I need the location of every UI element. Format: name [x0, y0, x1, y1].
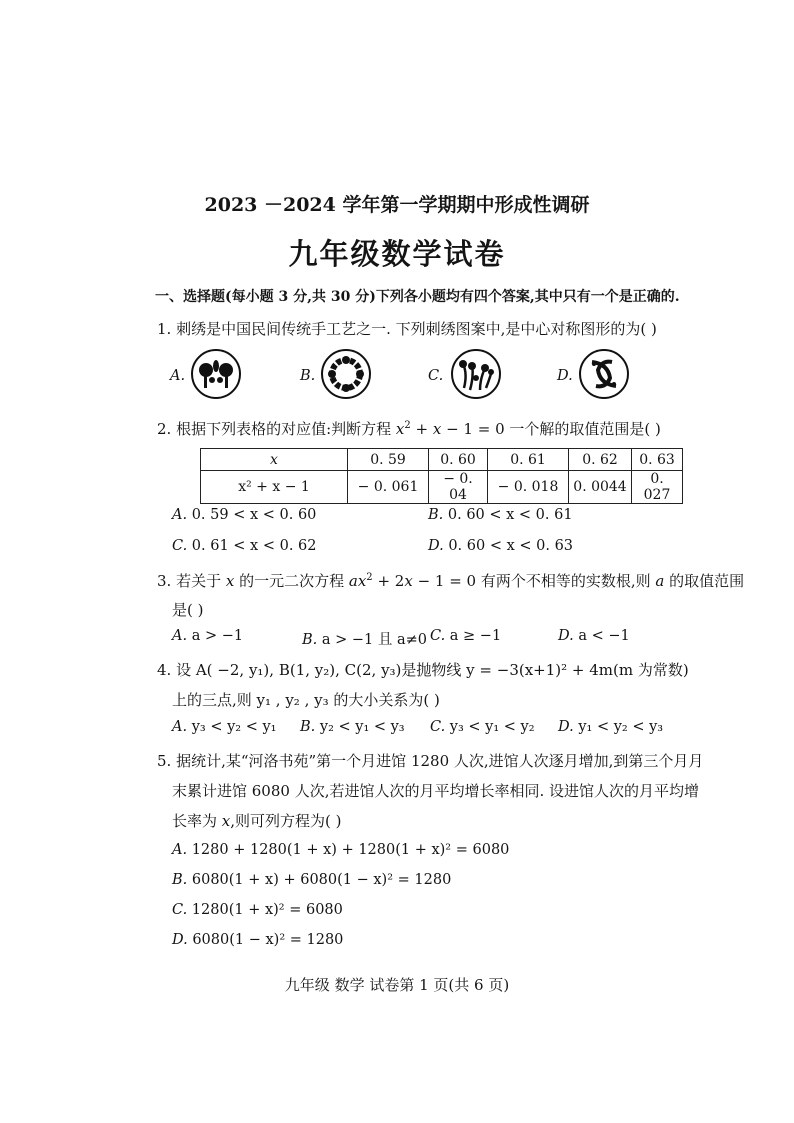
- q1-option-a-label: A.: [170, 368, 186, 384]
- q2-option-d[interactable]: D. 0. 60 < x < 0. 63: [428, 538, 574, 554]
- table-cell: − 0. 061: [348, 471, 429, 504]
- table-cell: x² + x − 1: [201, 471, 348, 504]
- q2-equation: $x^2 + x - 1 = 0$: [395, 420, 505, 438]
- exam-title: 2023 －2024 学年第一学期期中形成性调研: [204, 194, 590, 216]
- table-cell: 0. 59: [348, 449, 429, 471]
- question-1-text: 1. 刺绣是中国民间传统手工艺之一. 下列刺绣图案中,是中心对称图形的为( ): [157, 320, 657, 338]
- section-heading: 一、选择题(每小题 3 分,共 30 分)下列各小题均有四个答案,其中只有一个是正确的.: [155, 289, 680, 305]
- q3-equation: $ax^2 + 2x - 1 = 0$: [348, 572, 477, 590]
- koi-fish-embroidery-icon: [578, 348, 630, 400]
- question-5-line-1: 5. 据统计,某“河洛书苑”第一个月进馆 1280 人次,进馆人次逐月增加,到第三个月月: [157, 752, 704, 770]
- table-cell: − 0. 04: [429, 471, 488, 504]
- question-5-line-3: 长率为 x,则可列方程为( ): [172, 812, 342, 830]
- table-cell: 0. 61: [488, 449, 569, 471]
- question-2-text: 2. 根据下列表格的对应值:判断方程 $x^2 + x - 1 = 0$ 一个解的取值范围是( ): [157, 420, 661, 438]
- q1-option-d-label: D.: [557, 368, 573, 384]
- q5-option-b[interactable]: B. 6080(1 + x) + 6080(1 − x)² = 1280: [172, 872, 452, 888]
- question-3-line-2: 是( ): [172, 601, 204, 619]
- table-cell: x: [201, 449, 348, 471]
- table-cell: 0. 027: [632, 471, 683, 504]
- table-cell: 0. 60: [429, 449, 488, 471]
- flower-wreath-embroidery-icon: [320, 348, 372, 400]
- table-row: [201, 449, 683, 471]
- q4-option-d[interactable]: D. y₁ < y₂ < y₃: [558, 719, 664, 735]
- question-3-line-1: 3. 若关于 x 的一元二次方程 $ax^2 + 2x - 1 = 0$ 有两个不相等的实数根,则 a 的取值范围: [157, 572, 745, 590]
- q5-option-c[interactable]: C. 1280(1 + x)² = 6080: [172, 902, 343, 918]
- table-row: [201, 471, 683, 504]
- table-cell: 0. 62: [569, 449, 632, 471]
- question-5-line-2: 末累计进馆 6080 人次,若进馆人次的月平均增长率相同. 设进馆人次的月平均增: [172, 782, 700, 800]
- table-cell: − 0. 018: [488, 471, 569, 504]
- q4-option-a[interactable]: A. y₃ < y₂ < y₁: [172, 719, 277, 735]
- butterfly-flowers-embroidery-icon: [190, 348, 242, 400]
- q3-option-c[interactable]: C. a ≥ −1: [430, 628, 502, 644]
- q3-option-a[interactable]: A. a > −1: [172, 628, 244, 644]
- q4-option-c[interactable]: C. y₃ < y₁ < y₂: [430, 719, 535, 735]
- question-4-line-2: 上的三点,则 y₁ , y₂ , y₃ 的大小关系为( ): [172, 691, 440, 709]
- q5-option-a[interactable]: A. 1280 + 1280(1 + x) + 1280(1 + x)² = 6080: [172, 842, 510, 858]
- q4-option-b[interactable]: B. y₂ < y₁ < y₃: [300, 719, 405, 735]
- q2-option-c[interactable]: C. 0. 61 < x < 0. 62: [172, 538, 317, 554]
- q3-option-d[interactable]: D. a < −1: [558, 628, 630, 644]
- table-cell: 0. 63: [632, 449, 683, 471]
- q2-option-b[interactable]: B. 0. 60 < x < 0. 61: [428, 507, 573, 523]
- question-4-line-1: 4. 设 A( −2, y₁), B(1, y₂), C(2, y₃)是抛物线 y = −3(x+1)² + 4m(m 为常数): [157, 661, 689, 679]
- q5-option-d[interactable]: D. 6080(1 − x)² = 1280: [172, 932, 344, 948]
- page-footer: 九年级 数学 试卷第 1 页(共 6 页): [284, 976, 510, 994]
- q1-option-c-label: C.: [428, 368, 444, 384]
- q1-option-b-label: B.: [300, 368, 316, 384]
- plant-embroidery-icon: [450, 348, 502, 400]
- q2-option-a[interactable]: A. 0. 59 < x < 0. 60: [172, 507, 317, 523]
- exam-subtitle: 九年级数学试卷: [288, 237, 506, 271]
- q3-option-b[interactable]: B. a > −1 且 a≠0: [302, 632, 427, 648]
- values-table: [200, 448, 683, 504]
- table-cell: 0. 0044: [569, 471, 632, 504]
